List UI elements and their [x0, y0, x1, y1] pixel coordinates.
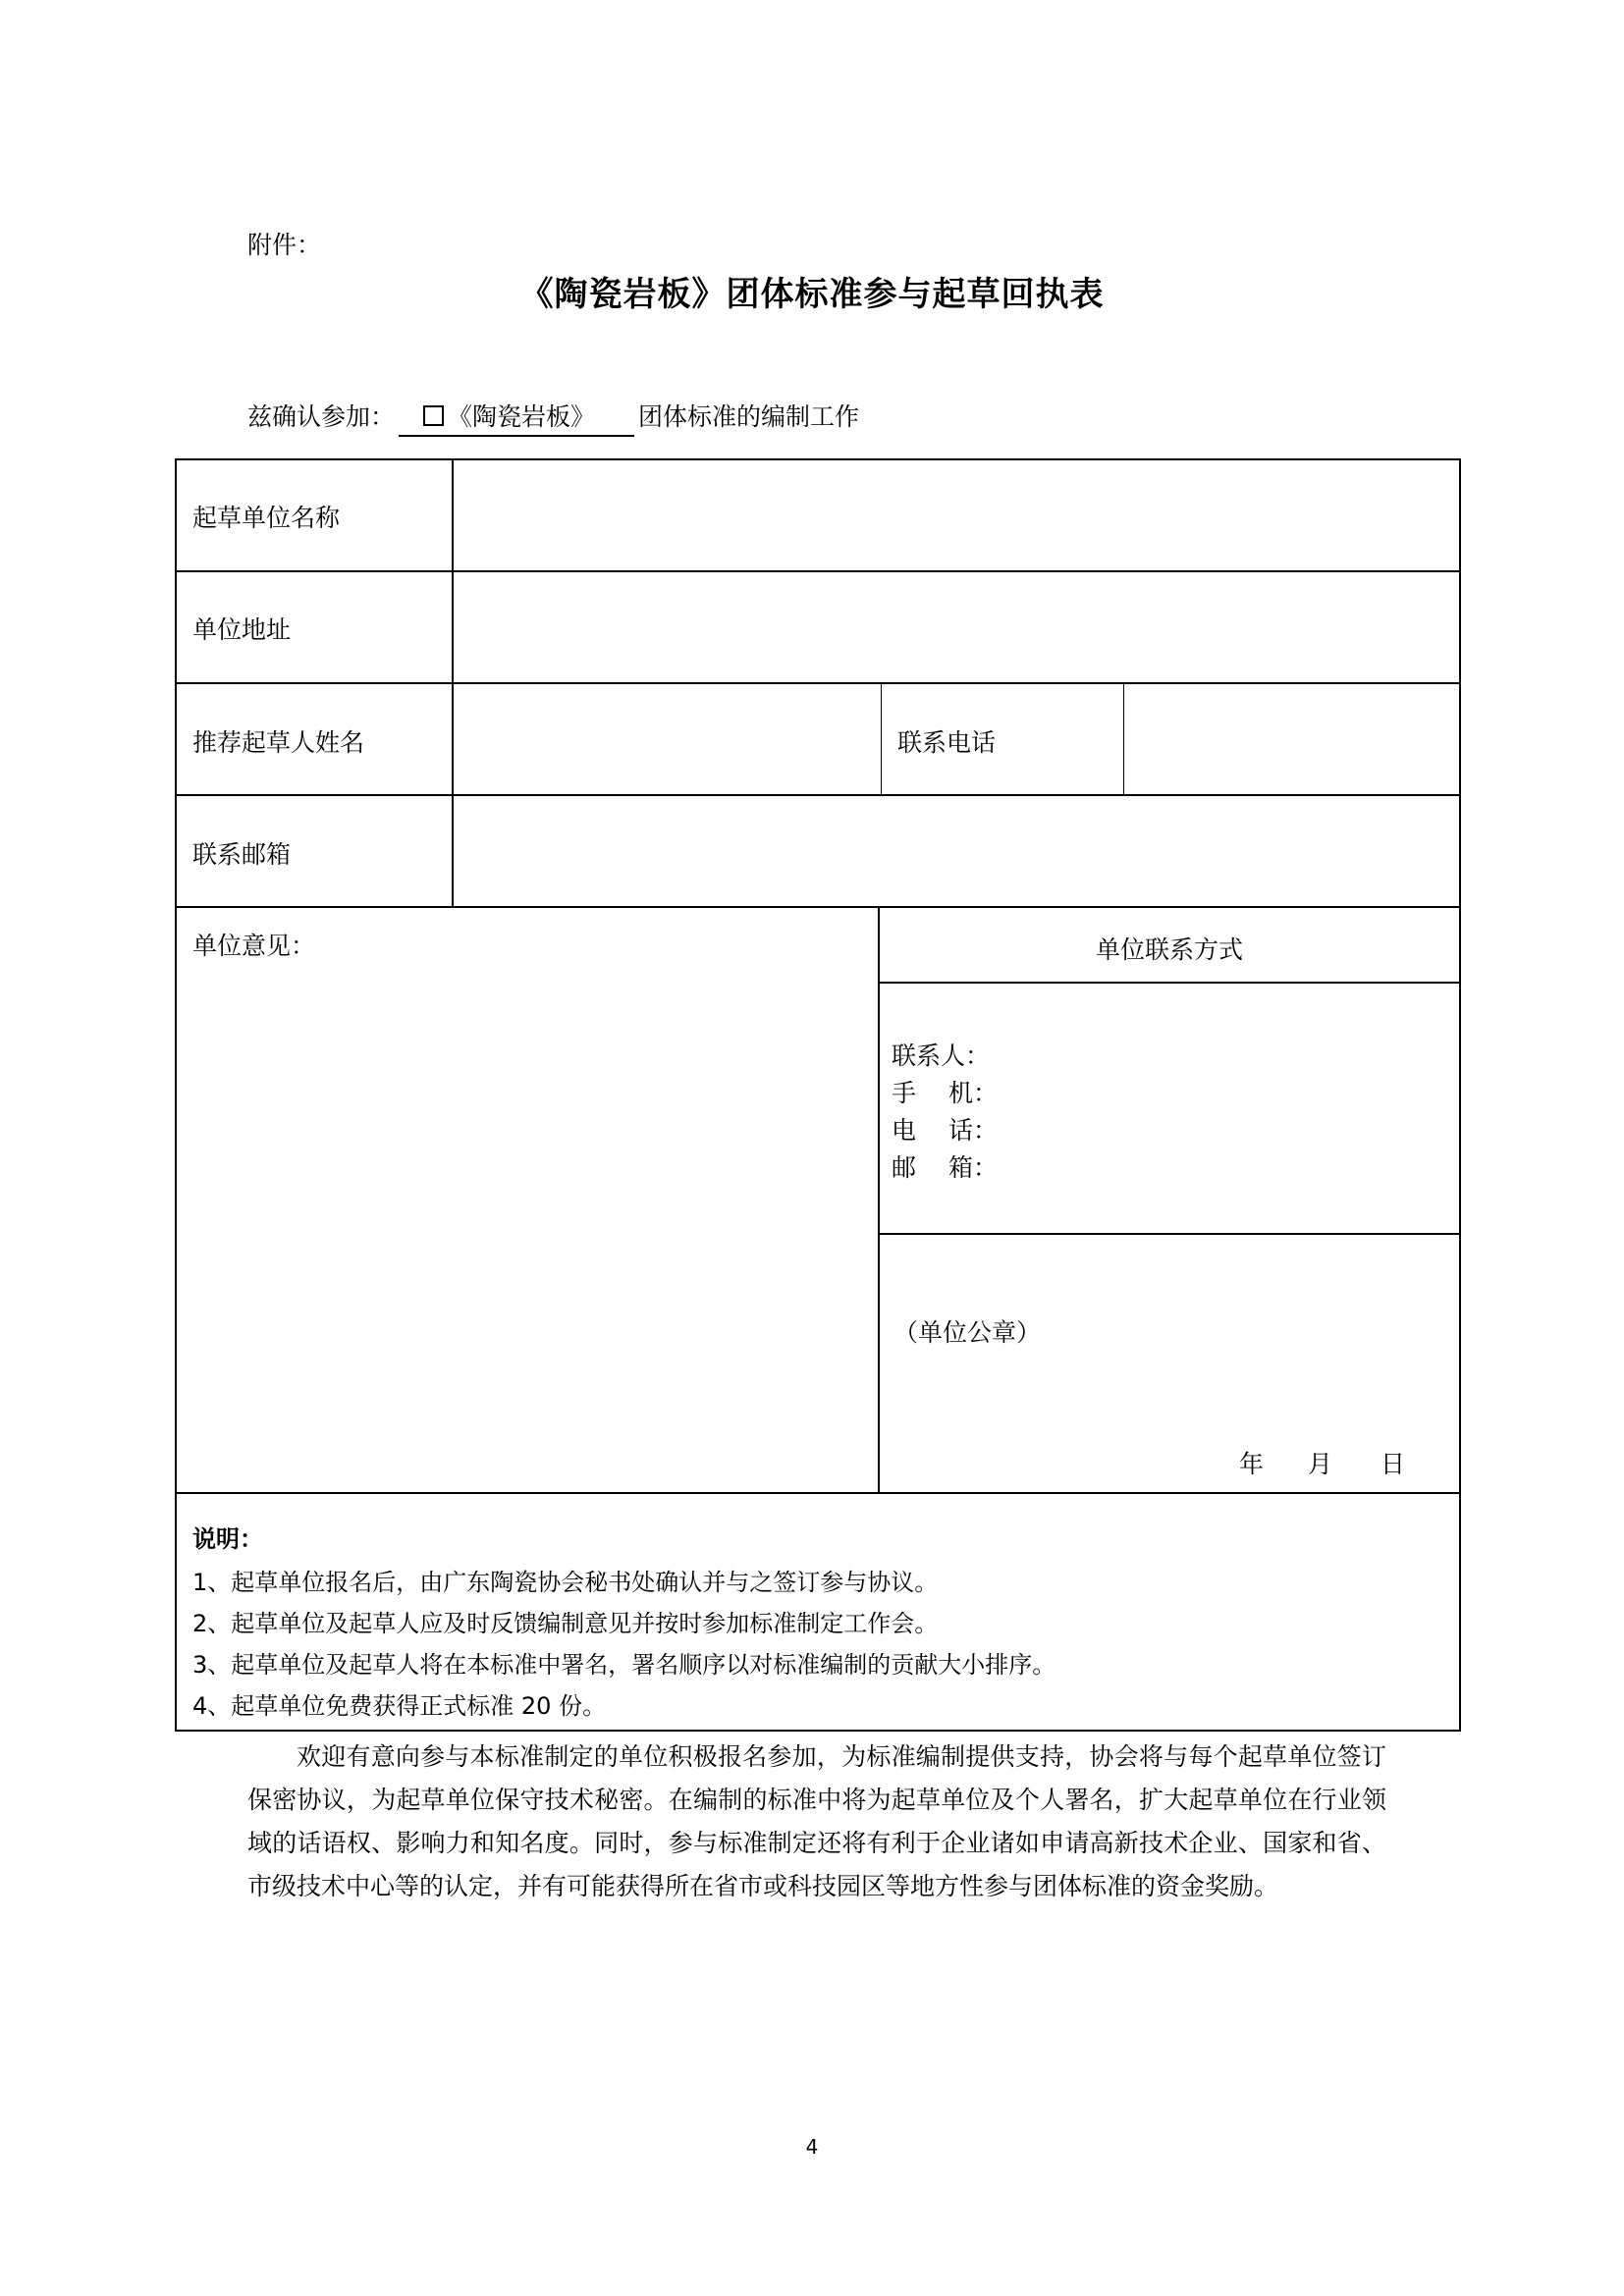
contact-phone-field[interactable] — [1124, 684, 1459, 794]
row-divider — [175, 906, 1461, 908]
drafting-unit-name-field[interactable] — [454, 460, 1459, 570]
contact-email-field[interactable] — [454, 796, 1459, 906]
mobile-label: 手 机： — [892, 1079, 998, 1107]
recommended-drafter-field[interactable] — [454, 684, 881, 794]
unit-opinion-field[interactable] — [177, 967, 878, 1492]
confirm-prefix: 兹确认参加： — [247, 402, 396, 431]
unit-seal-label: （单位公章） — [893, 1318, 1042, 1347]
note-item: 1、起草单位报名后，由广东陶瓷协会秘书处确认并与之签订参与协议。 — [192, 1569, 939, 1596]
row-divider — [878, 982, 1461, 984]
label-recommended-drafter: 推荐起草人姓名 — [192, 728, 365, 757]
page-title: 《陶瓷岩板》团体标准参与起草回执表 — [519, 275, 1105, 314]
label-unit-opinion: 单位意见： — [192, 932, 316, 960]
attachment-label: 附件： — [247, 231, 322, 259]
column-divider — [878, 906, 880, 1494]
contact-method-header: 单位联系方式 — [1095, 935, 1243, 964]
label-contact-email: 联系邮箱 — [192, 840, 292, 869]
page-number: 4 — [805, 2135, 819, 2159]
notes-heading: 说明： — [192, 1525, 263, 1553]
date-year-label: 年 — [1239, 1450, 1265, 1478]
date-day-label: 日 — [1380, 1450, 1406, 1478]
table-border-right — [1459, 458, 1461, 1732]
unit-address-field[interactable] — [454, 572, 1459, 682]
label-unit-address: 单位地址 — [192, 615, 292, 644]
confirm-suffix: 团体标准的编制工作 — [638, 402, 860, 431]
invitation-paragraph: 欢迎有意向参与本标准制定的单位积极报名参加，为标准编制提供支持，协会将与每个起草单位签订保密协议，为起草单位保守技术秘密。在编制的标准中将为起草单位及个人署名，扩大起草单位在行业领域的话语权、影响力和知名度。同时，参与标准制定还将有利于企业诸如申请高新技术企业、国家和省、市级技术中心等的认定，并有可能获得所在省市或科技园区等地方性参与团体标准的资金奖励。 — [247, 1742, 1386, 1900]
label-contact-phone: 联系电话 — [897, 728, 997, 757]
confirm-blank — [399, 398, 634, 437]
email-label: 邮 箱： — [892, 1153, 998, 1182]
row-divider — [878, 1233, 1461, 1235]
table-border-bottom — [175, 1730, 1461, 1732]
confirm-line — [247, 398, 859, 437]
contact-person-label: 联系人： — [892, 1041, 991, 1070]
date-month-label: 月 — [1308, 1450, 1333, 1478]
label-drafting-unit-name: 起草单位名称 — [192, 504, 341, 532]
confirm-standard: 《陶瓷岩板》 — [448, 402, 596, 431]
row-divider — [175, 1492, 1461, 1494]
empty-checkbox-icon[interactable] — [423, 405, 444, 426]
note-item: 2、起草单位及起草人应及时反馈编制意见并按时参加标准制定工作会。 — [192, 1610, 939, 1637]
note-item: 3、起草单位及起草人将在本标准中署名，署名顺序以对标准编制的贡献大小排序。 — [192, 1651, 1056, 1679]
telephone-label: 电 话： — [892, 1116, 998, 1145]
column-divider — [881, 682, 882, 796]
note-item: 4、起草单位免费获得正式标准 20 份。 — [192, 1692, 607, 1720]
